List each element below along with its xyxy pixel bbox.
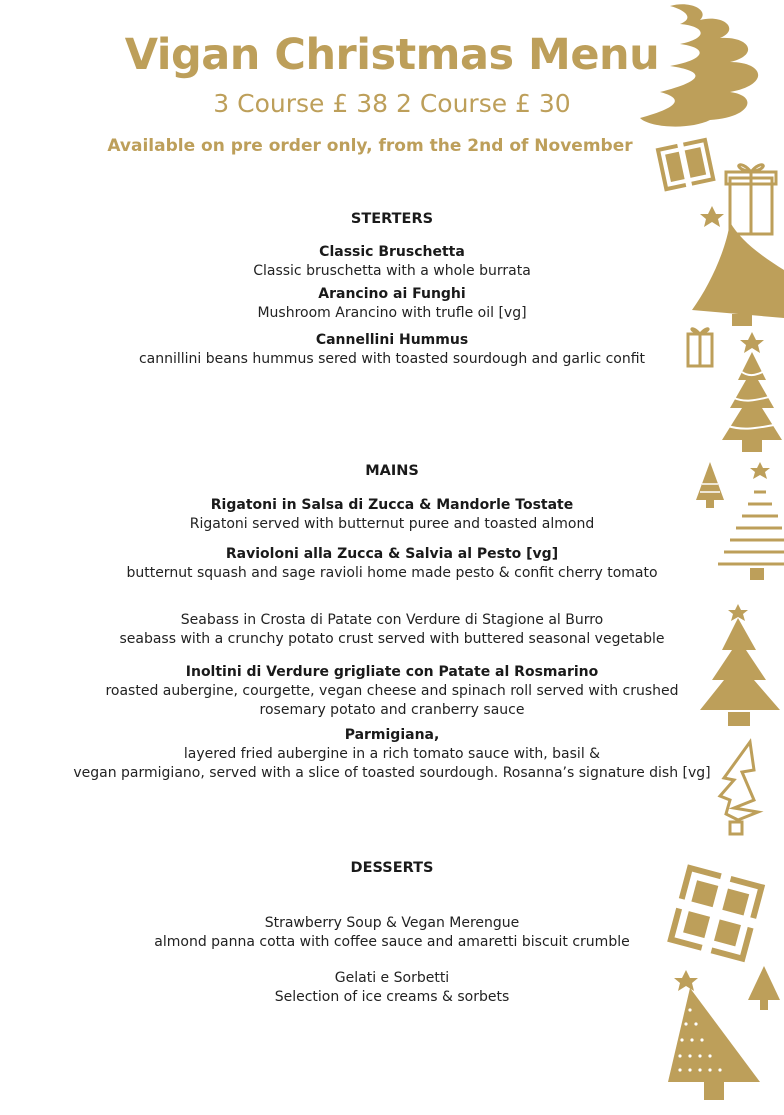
starter-desc-3: cannillini beans hummus sered with toasted sourdough and garlic confit: [138, 351, 646, 367]
starter-name-2: Arancino ai Funghi: [318, 286, 466, 302]
main-desc-5b: vegan parmigiano, served with a slice of toasted sourdough. Rosanna’s signature dish [vg]: [73, 765, 711, 781]
gift-box-icon: [666, 863, 766, 963]
starter-desc-1: Classic bruschetta with a whole burrata: [253, 263, 531, 279]
starter-desc-2: Mushroom Arancino with trufle oil [vg]: [257, 305, 527, 321]
christmas-decoration-column: [630, 0, 784, 1115]
mains-heading: MAINS: [365, 463, 419, 479]
dessert-desc-1: almond panna cotta with coffee sauce and amaretti biscuit crumble: [154, 934, 630, 950]
desserts-heading: DESSERTS: [350, 860, 434, 876]
main-desc-2: butternut squash and sage ravioli home made pesto & confit cherry tomato: [126, 565, 658, 581]
main-name-3: Seabass in Crosta di Patate con Verdure di Stagione al Burro: [180, 612, 604, 628]
main-name-4: Inoltini di Verdure grigliate con Patate al Rosmarino: [185, 664, 599, 680]
christmas-tree-icon: [668, 970, 760, 1100]
christmas-tree-icon: [696, 462, 724, 508]
gift-box-icon: [726, 165, 776, 234]
starter-name-3: Cannellini Hummus: [315, 332, 469, 348]
christmas-tree-icon: [692, 206, 784, 326]
christmas-tree-icon: [748, 966, 780, 1010]
main-desc-4a: roasted aubergine, courgette, vegan cheese and spinach roll served with crushed: [105, 683, 679, 699]
main-desc-4b: rosemary potato and cranberry sauce: [259, 702, 525, 718]
christmas-tree-icon: [718, 462, 784, 580]
christmas-tree-icon: [720, 742, 758, 834]
menu-availability: Available on pre order only, from the 2nd of November: [107, 136, 633, 156]
gift-box-icon: [657, 134, 714, 193]
main-name-2: Ravioloni alla Zucca & Salvia al Pesto [vg]: [225, 546, 559, 562]
menu-title: Vigan Christmas Menu: [124, 30, 660, 80]
dessert-desc-2: Selection of ice creams & sorbets: [274, 989, 510, 1005]
menu-price: 3 Course £ 38 2 Course £ 30: [213, 89, 571, 118]
starters-heading: STERTERS: [350, 211, 434, 227]
main-desc-5a: layered fried aubergine in a rich tomato sauce with, basil &: [183, 746, 601, 762]
main-desc-1: Rigatoni served with butternut puree and toasted almond: [189, 516, 595, 532]
starter-name-1: Classic Bruschetta: [319, 244, 465, 260]
main-desc-3: seabass with a crunchy potato crust served with buttered seasonal vegetable: [119, 631, 665, 647]
dessert-name-1: Strawberry Soup & Vegan Merengue: [264, 915, 520, 931]
main-name-5: Parmigiana,: [344, 727, 440, 743]
christmas-tree-icon: [700, 604, 780, 726]
gift-box-icon: [688, 329, 712, 366]
dessert-name-2: Gelati e Sorbetti: [334, 970, 450, 986]
main-name-1: Rigatoni in Salsa di Zucca & Mandorle Tostate: [210, 497, 574, 513]
swirl-tree-icon: [640, 4, 758, 126]
christmas-tree-icon: [722, 332, 782, 452]
